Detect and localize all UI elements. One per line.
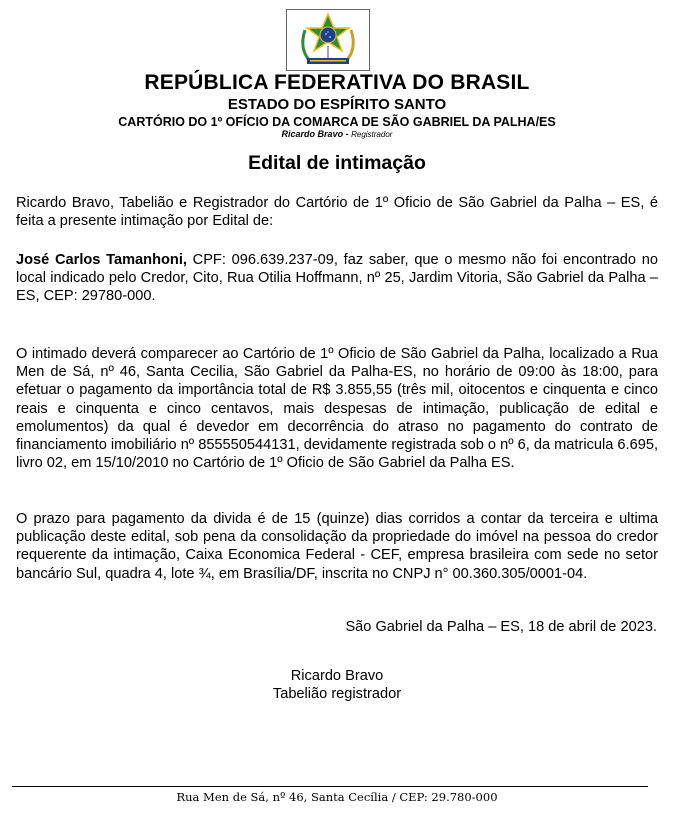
date-line: São Gabriel da Palha – ES, 18 de abril de 2023. xyxy=(345,619,657,635)
signature-role: Tabelião registrador xyxy=(272,686,402,702)
registrar-name: Ricardo Bravo - xyxy=(281,129,349,139)
summons-paragraph: O intimado deverá comparecer ao Cartório de 1º Oficio de São Gabriel da Palha, localizado a Rua Men de Sá, nº 46, Santa Cecilia, São Gabriel da Palha-ES, no horário de 09:00 às 18:00, para efetuar o pagamento da importância total de R$ 3.855,55 (três mil, oitocentos e cinquenta e cinco reais e cinquenta e cinco centavos, mais despesas de intimação, publicação de edital e emolumentos) da qual é devedor em decorrência do atraso no pagamento do contrato de financiamento imobiliário nº 855550544131, devidamente registrada sob o nº 6, da matricula 6.695, livro 02, em 15/10/2010 no Cartório de 1º Oficio de São Gabriel da Palha ES. xyxy=(16,346,658,472)
republic-heading: REPÚBLICA FEDERATIVA DO BRASIL xyxy=(144,71,530,94)
deadline-paragraph: O prazo para pagamento da divida é de 15 (quinze) dias corridos a contar da terceira e ultima publicação deste edital, sob pena da consolidação da propriedade do imóvel na pessoa do credor requerente da intimação, Caixa Economica Federal - CEF, empresa brasileira com sede no setor bancário Sul, quadra 4, lote ¾, em Brasília/DF, inscrita no CNPJ n° 00.360.305/0001-04. xyxy=(16,511,658,582)
footer-divider xyxy=(12,786,648,787)
registrar-role: Registrador xyxy=(351,130,393,139)
signature-name: Ricardo Bravo xyxy=(290,668,384,684)
office-heading: CARTÓRIO DO 1º OFÍCIO DA COMARCA DE SÃO GABRIEL DA PALHA/ES xyxy=(118,115,556,129)
coat-of-arms-frame xyxy=(286,9,370,71)
intimated-paragraph xyxy=(16,251,658,306)
registrar-line xyxy=(0,129,674,139)
brazil-coat-of-arms-icon xyxy=(287,10,369,70)
intimated-details: CPF: 096.639.237-09, faz saber, que o mesmo não foi encontrado no local indicado pelo Credor, Cito, Rua Otilia Hoffmann, nº 25, Jardim Vitoria, São Gabriel da Palha – ES, CEP: 29780-000. xyxy=(16,252,658,305)
footer-address: Rua Men de Sá, nº 46, Santa Cecília / CEP: 29.780-000 xyxy=(176,790,498,804)
state-heading: ESTADO DO ESPÍRITO SANTO xyxy=(227,96,447,113)
intro-paragraph: Ricardo Bravo, Tabelião e Registrador do Cartório de 1º Oficio de São Gabriel da Palha – ES, é feita a presente intimação por Edital de: xyxy=(16,195,658,230)
intimated-name: José Carlos Tamanhoni, xyxy=(16,252,187,268)
page-title: Edital de intimação xyxy=(248,152,426,174)
